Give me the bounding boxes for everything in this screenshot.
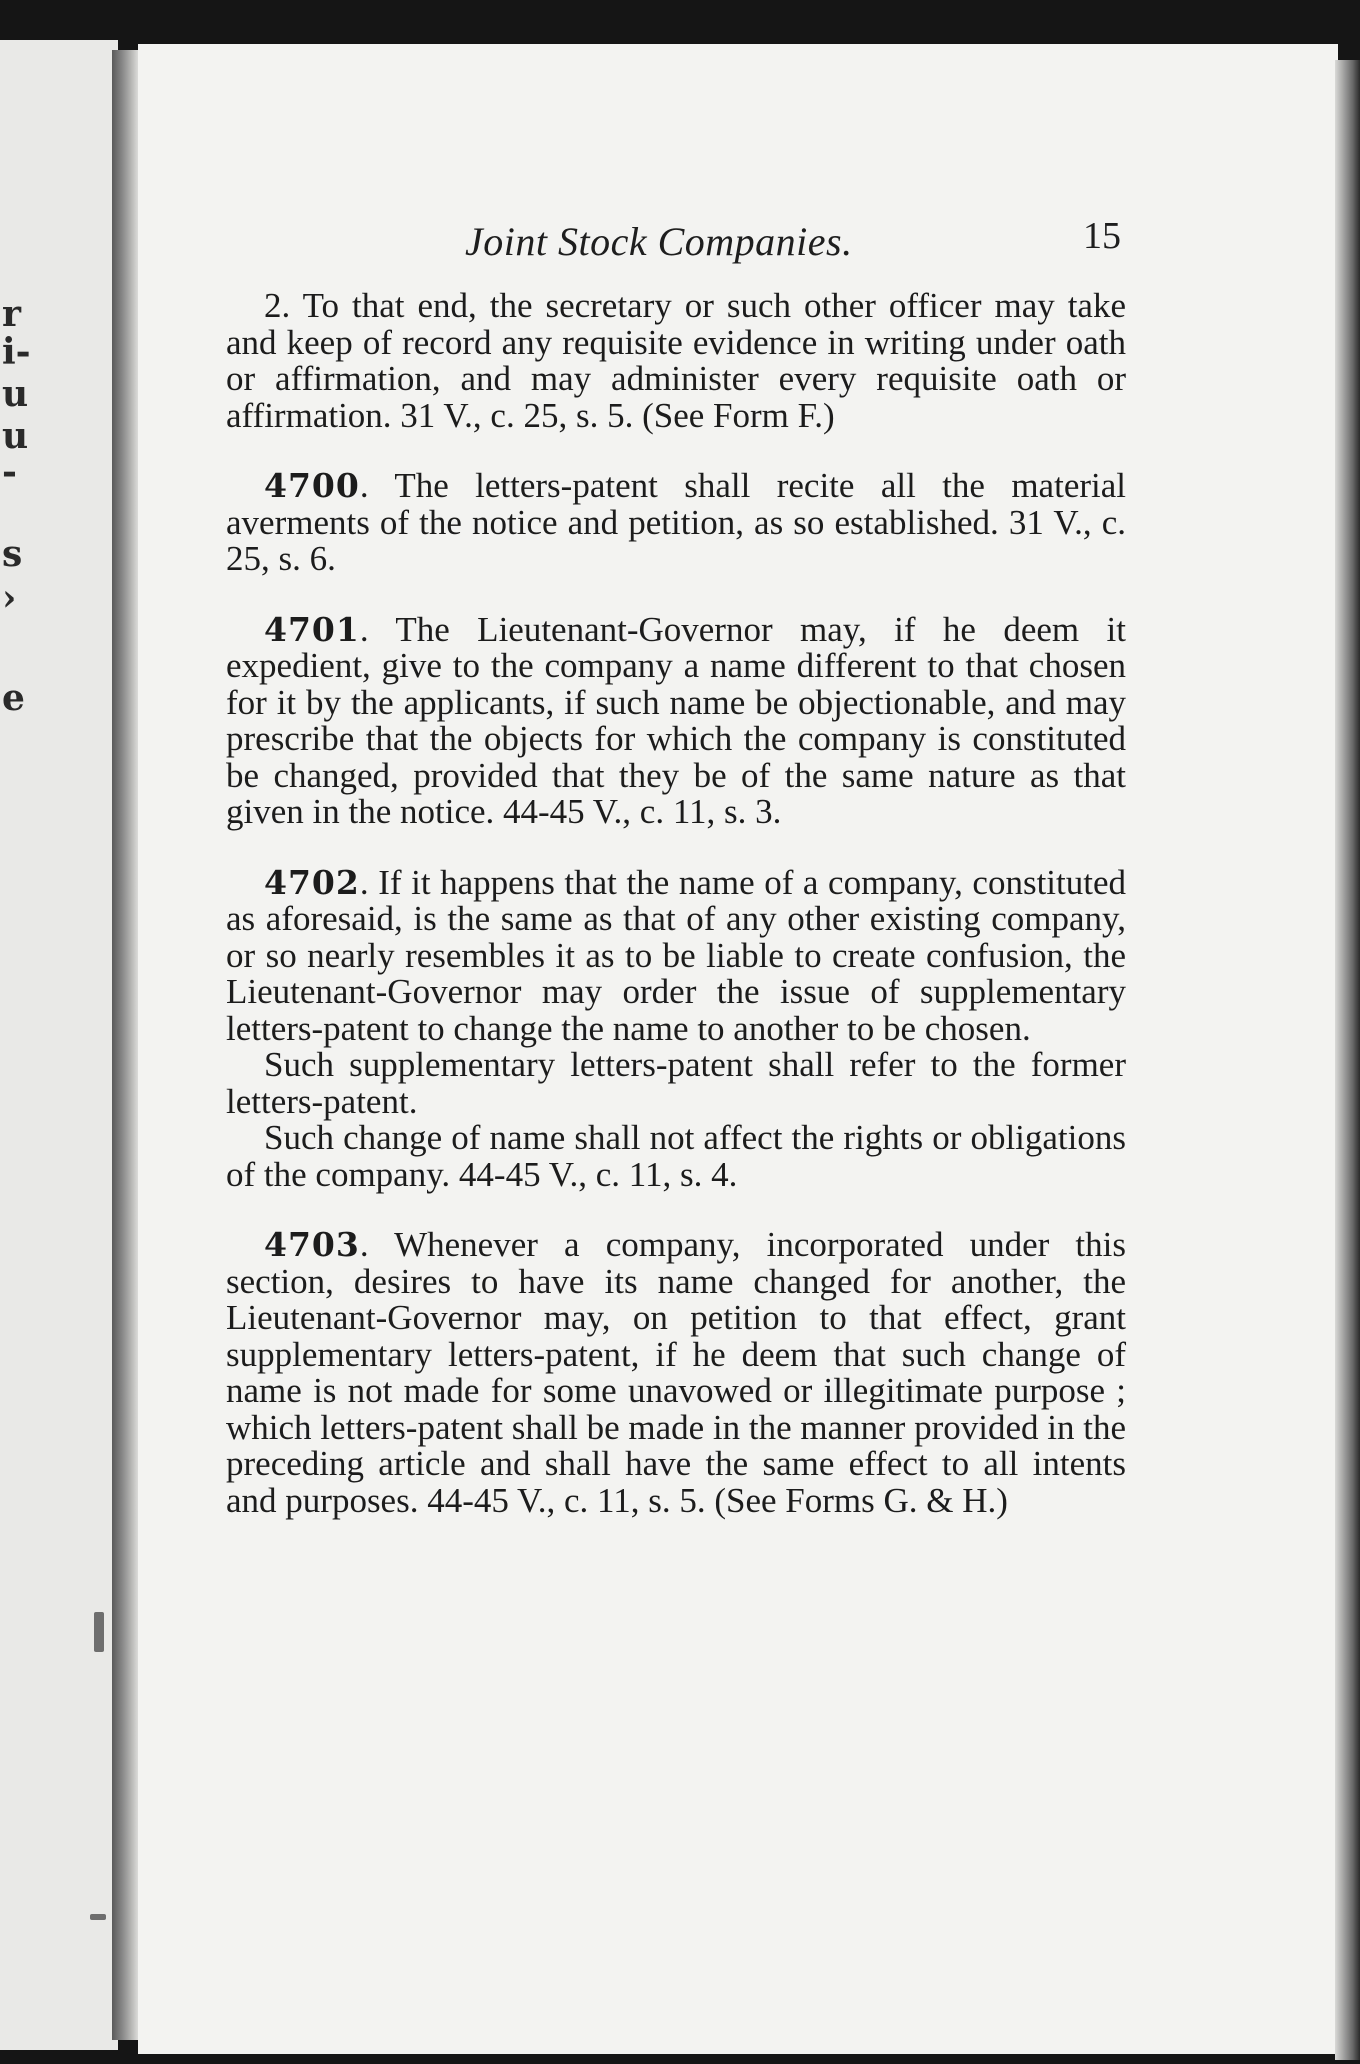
book-gutter (112, 50, 140, 2040)
page-body (226, 288, 1126, 1519)
facing-page-fragment: › (2, 577, 17, 619)
article-4702 (226, 862, 1126, 1048)
facing-page-fragment: u (2, 373, 29, 415)
article-number: 4701 (264, 609, 360, 649)
article-4701 (226, 609, 1126, 831)
paragraph (226, 288, 1126, 434)
article-4700 (226, 468, 1126, 578)
article-4703 (226, 1227, 1126, 1519)
page-number: 15 (1083, 215, 1121, 257)
facing-page-fragment: - (2, 451, 17, 493)
article-text: . If it happens that the name of a company, constituted as aforesaid, is the same as that of any other existing company, or so nearly resembles it as to be liable to create confusion, the Lieutenant-Governor may order the issue of supplementary letters-patent to change the name to another to be chosen. (226, 862, 1126, 1048)
facing-page-fragment: e (2, 677, 25, 719)
page-edge-shadow (1335, 60, 1360, 2060)
article-continuation (226, 1047, 1126, 1120)
facing-page-fragment: u (2, 415, 29, 457)
page-blemish (90, 1914, 106, 1920)
facing-page-fragment: i- (2, 331, 31, 373)
facing-page-fragment: s (2, 533, 23, 575)
running-title: Joint Stock Companies. (465, 219, 853, 264)
page-blemish (94, 1612, 104, 1652)
article-text: . Whenever a company, incorporated under this section, desires to have its name changed for another, the Lieutenant-Governor may, on petition to that effect, grant supplementary letters-patent, if he deem that such change of name is not made for some unavowed or illegitimate purpose ; which letters-patent shall be made in the manner provided in the preceding article and shall have the same effect to all intents and purposes. 44-45 V., c. 11, s. 5. (See Forms G. & H.) (226, 1225, 1126, 1520)
facing-page-fragment: r (2, 293, 21, 335)
continuation-text: Such change of name shall not affect the rights or obligations of the company. 44-45 V., c. 11, s. 4. (226, 1118, 1126, 1194)
article-number: 4702 (264, 862, 360, 902)
article-number: 4700 (264, 466, 360, 505)
article-continuation (226, 1120, 1126, 1193)
facing-page-edge (0, 40, 118, 2050)
article-text: . The Lieutenant-Governor may, if he deem it expedient, give to the company a name different to that chosen for it by the applicants, if such name be objectionable, and may prescribe that the objects for which the company is constituted be changed, provided that they be of the same nature as that given in the notice. 44-45 V., c. 11, s. 3. (226, 609, 1126, 831)
article-number: 4703 (264, 1225, 360, 1264)
article-text: . The letters-patent shall recite all the material averments of the notice and petition, as so established. 31 V., c. 25, s. 6. (226, 466, 1126, 578)
paragraph-text: 2. To that end, the secretary or such other officer may take and keep of record any requisite evidence in writing under oath or affirmation, and may administer every requisite oath or affirmation. 31 V., c. 25, s. 5. (See Form F.) (226, 286, 1126, 435)
continuation-text: Such supplementary letters-patent shall refer to the former letters-patent. (226, 1045, 1126, 1121)
